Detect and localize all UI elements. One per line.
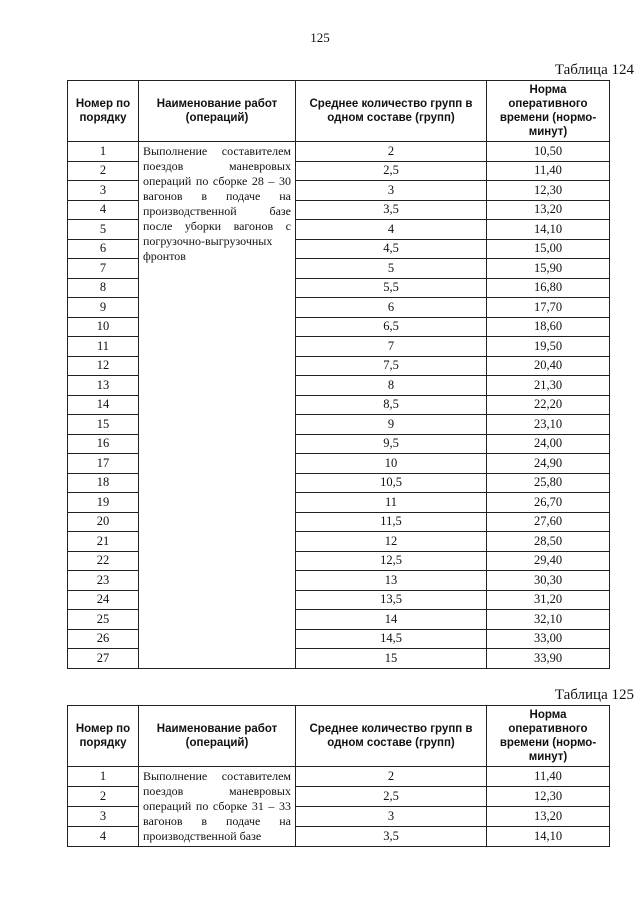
header-groups: Среднее количество групп в одном составе (групп) <box>296 81 487 142</box>
groups-value: 7,5 <box>296 356 487 376</box>
table-125 <box>67 705 610 847</box>
groups-value: 12,5 <box>296 551 487 571</box>
row-number: 3 <box>68 181 139 201</box>
table-125-body <box>68 767 610 847</box>
header-number: Номер по порядку <box>68 706 139 767</box>
groups-value: 10 <box>296 454 487 474</box>
groups-value: 10,5 <box>296 473 487 493</box>
row-number: 5 <box>68 220 139 240</box>
groups-value: 5,5 <box>296 278 487 298</box>
header-operation: Наименование работ (операций) <box>139 706 296 767</box>
groups-value: 14 <box>296 610 487 630</box>
groups-value: 3,5 <box>296 827 487 847</box>
norm-value: 19,50 <box>487 337 610 357</box>
groups-value: 15 <box>296 649 487 669</box>
groups-value: 14,5 <box>296 629 487 649</box>
row-number: 3 <box>68 807 139 827</box>
table-125-caption: Таблица 125 <box>554 687 634 703</box>
norm-value: 20,40 <box>487 356 610 376</box>
operation-description: Выполнение составителем поездов маневровых операций по сборке 31 – 33 вагонов в подаче на производственной базе <box>139 767 296 847</box>
groups-value: 5 <box>296 259 487 279</box>
groups-value: 12 <box>296 532 487 552</box>
norm-value: 24,90 <box>487 454 610 474</box>
norm-value: 15,00 <box>487 239 610 259</box>
norm-value: 12,30 <box>487 181 610 201</box>
norm-value: 11,40 <box>487 161 610 181</box>
row-number: 11 <box>68 337 139 357</box>
norm-value: 14,10 <box>487 220 610 240</box>
table-124-caption: Таблица 124 <box>554 62 634 78</box>
groups-value: 3 <box>296 807 487 827</box>
header-norm: Норма оперативного времени (нормо-минут) <box>487 706 610 767</box>
row-number: 4 <box>68 200 139 220</box>
norm-value: 22,20 <box>487 395 610 415</box>
row-number: 6 <box>68 239 139 259</box>
row-number: 26 <box>68 629 139 649</box>
row-number: 15 <box>68 415 139 435</box>
groups-value: 6 <box>296 298 487 318</box>
table-124 <box>67 80 610 669</box>
norm-value: 25,80 <box>487 473 610 493</box>
norm-value: 18,60 <box>487 317 610 337</box>
row-number: 18 <box>68 473 139 493</box>
groups-value: 11,5 <box>296 512 487 532</box>
row-number: 21 <box>68 532 139 552</box>
row-number: 10 <box>68 317 139 337</box>
groups-value: 2,5 <box>296 161 487 181</box>
norm-value: 15,90 <box>487 259 610 279</box>
header-norm: Норма оперативного времени (нормо-минут) <box>487 81 610 142</box>
header-groups: Среднее количество групп в одном составе (групп) <box>296 706 487 767</box>
row-number: 22 <box>68 551 139 571</box>
norm-value: 26,70 <box>487 493 610 513</box>
groups-value: 13 <box>296 571 487 591</box>
groups-value: 2 <box>296 767 487 787</box>
groups-value: 7 <box>296 337 487 357</box>
operation-description: Выполнение составителем поездов маневровых операций по сборке 28 – 30 вагонов в подаче на производственной базе после уборки вагонов с погрузочно-выгрузочных фронтов <box>139 142 296 669</box>
norm-value: 12,30 <box>487 787 610 807</box>
row-number: 8 <box>68 278 139 298</box>
norm-value: 21,30 <box>487 376 610 396</box>
norm-value: 14,10 <box>487 827 610 847</box>
norm-value: 30,30 <box>487 571 610 591</box>
groups-value: 4,5 <box>296 239 487 259</box>
groups-value: 13,5 <box>296 590 487 610</box>
groups-value: 11 <box>296 493 487 513</box>
norm-value: 13,20 <box>487 200 610 220</box>
groups-value: 9,5 <box>296 434 487 454</box>
norm-value: 16,80 <box>487 278 610 298</box>
table-124-body <box>68 142 610 669</box>
row-number: 13 <box>68 376 139 396</box>
norm-value: 33,00 <box>487 629 610 649</box>
groups-value: 2,5 <box>296 787 487 807</box>
header-number: Номер по порядку <box>68 81 139 142</box>
row-number: 20 <box>68 512 139 532</box>
row-number: 7 <box>68 259 139 279</box>
header-operation: Наименование работ (операций) <box>139 81 296 142</box>
norm-value: 32,10 <box>487 610 610 630</box>
norm-value: 29,40 <box>487 551 610 571</box>
row-number: 14 <box>68 395 139 415</box>
row-number: 27 <box>68 649 139 669</box>
row-number: 16 <box>68 434 139 454</box>
groups-value: 4 <box>296 220 487 240</box>
row-number: 4 <box>68 827 139 847</box>
norm-value: 31,20 <box>487 590 610 610</box>
norm-value: 33,90 <box>487 649 610 669</box>
row-number: 1 <box>68 142 139 162</box>
groups-value: 9 <box>296 415 487 435</box>
groups-value: 8 <box>296 376 487 396</box>
row-number: 23 <box>68 571 139 591</box>
table-row <box>68 142 610 162</box>
norm-value: 10,50 <box>487 142 610 162</box>
table-row <box>68 767 610 787</box>
norm-value: 17,70 <box>487 298 610 318</box>
groups-value: 8,5 <box>296 395 487 415</box>
row-number: 12 <box>68 356 139 376</box>
groups-value: 3,5 <box>296 200 487 220</box>
norm-value: 13,20 <box>487 807 610 827</box>
groups-value: 3 <box>296 181 487 201</box>
groups-value: 2 <box>296 142 487 162</box>
norm-value: 28,50 <box>487 532 610 552</box>
groups-value: 6,5 <box>296 317 487 337</box>
row-number: 24 <box>68 590 139 610</box>
norm-value: 27,60 <box>487 512 610 532</box>
row-number: 9 <box>68 298 139 318</box>
norm-value: 23,10 <box>487 415 610 435</box>
row-number: 2 <box>68 787 139 807</box>
row-number: 2 <box>68 161 139 181</box>
norm-value: 11,40 <box>487 767 610 787</box>
row-number: 25 <box>68 610 139 630</box>
norm-value: 24,00 <box>487 434 610 454</box>
page-number: 125 <box>310 30 330 45</box>
row-number: 19 <box>68 493 139 513</box>
row-number: 17 <box>68 454 139 474</box>
row-number: 1 <box>68 767 139 787</box>
